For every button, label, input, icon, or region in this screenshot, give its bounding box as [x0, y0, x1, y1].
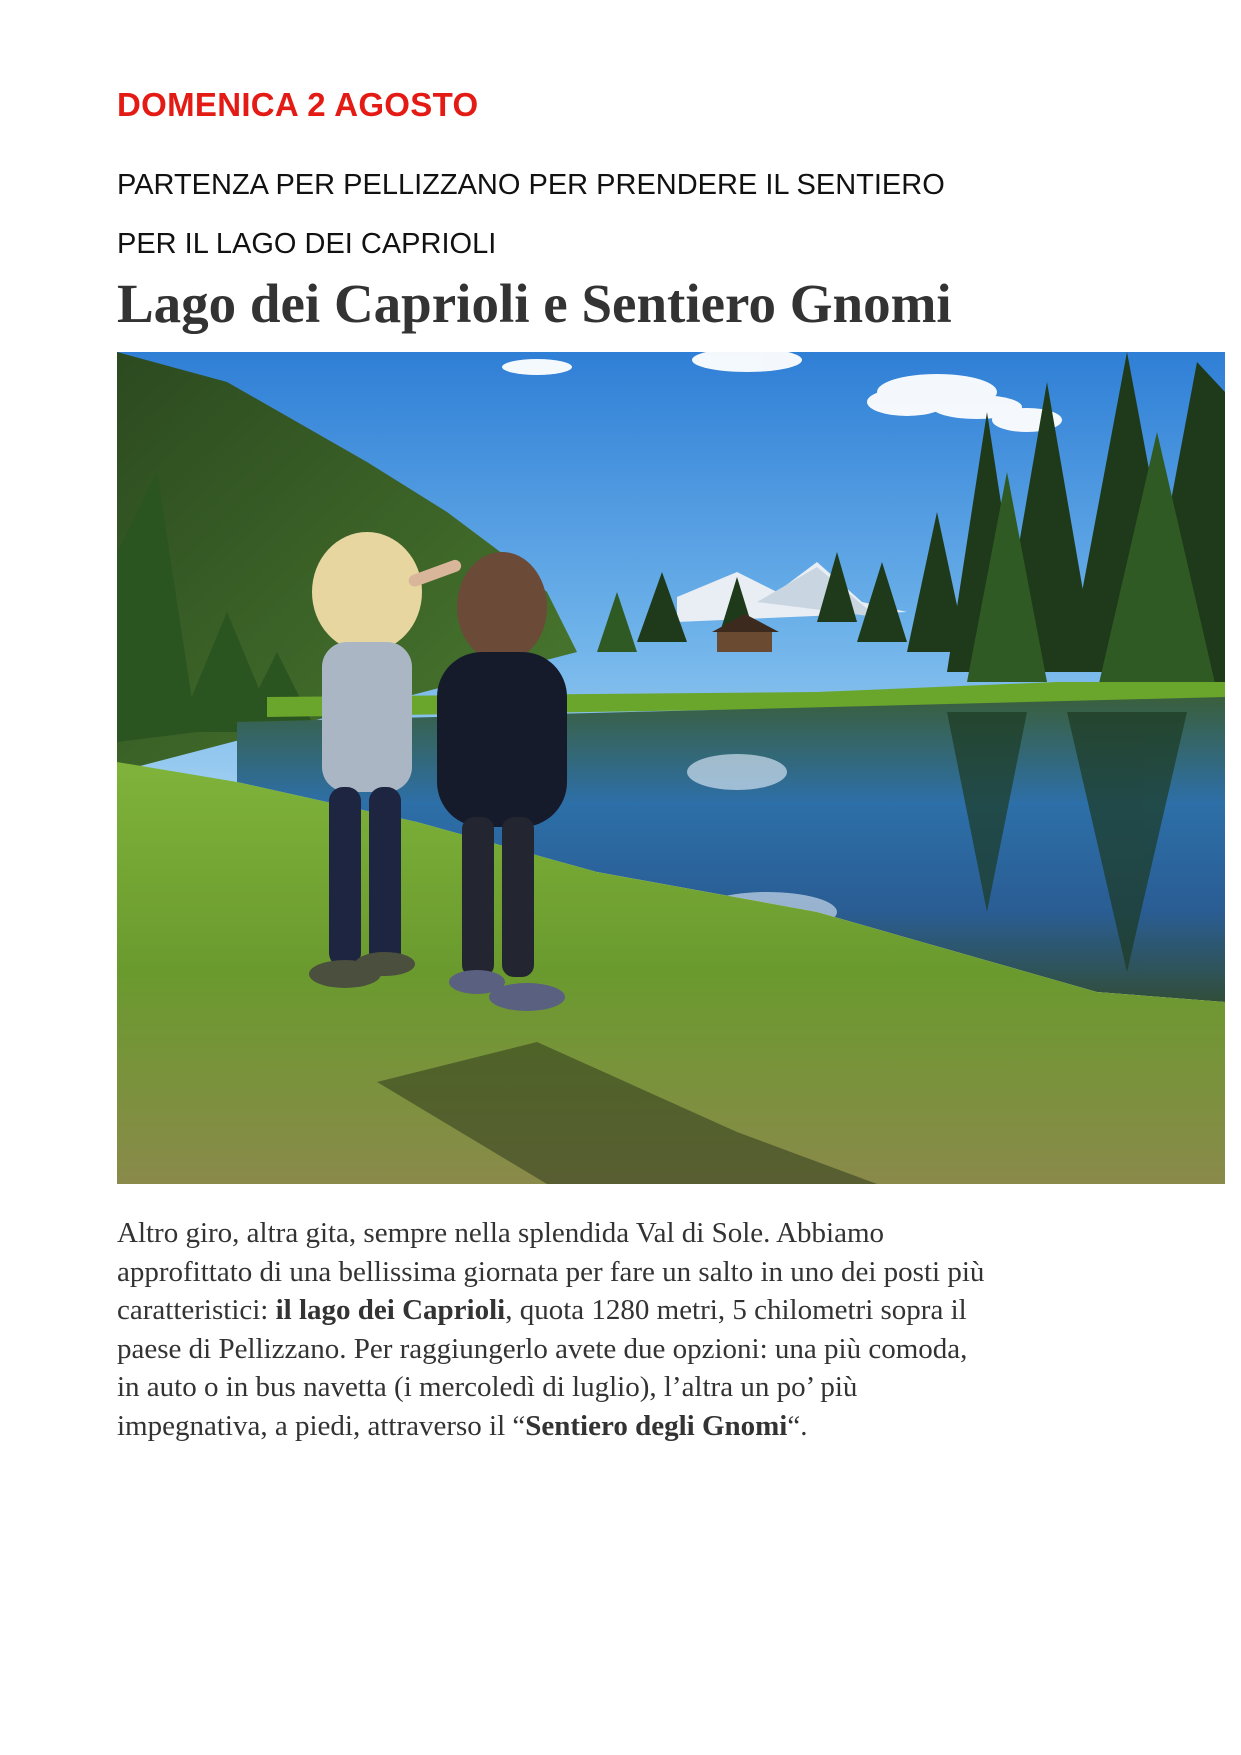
paragraph-line-5: in auto o in bus navetta (i mercoledì di luglio), l’altra un po’ più — [117, 1371, 858, 1403]
article-paragraph — [117, 1214, 1127, 1445]
date-heading: DOMENICA 2 AGOSTO — [117, 86, 479, 123]
lake-name-bold: il lago dei Caprioli — [275, 1294, 506, 1326]
subtitle — [117, 156, 1127, 274]
paragraph-line-3 — [117, 1291, 1127, 1330]
paragraph-line-1: Altro giro, altra gita, sempre nella splendida Val di Sole. Abbiamo — [117, 1217, 884, 1249]
article-title: Lago dei Caprioli e Sentiero Gnomi — [117, 273, 952, 334]
paragraph-line-4: paese di Pellizzano. Per raggiungerlo avete due opzioni: una più comoda, — [117, 1332, 968, 1365]
paragraph-line-3-prefix: caratteristici: — [117, 1294, 276, 1326]
paragraph-line-6 — [117, 1407, 1127, 1446]
subtitle-line-2: PER IL LAGO DEI CAPRIOLI — [117, 228, 497, 260]
trail-name-bold: Sentiero degli Gnomi — [525, 1409, 788, 1442]
lake-photo — [117, 352, 1225, 1184]
paragraph-line-3-suffix: , quota 1280 metri, 5 chilometri sopra il — [505, 1294, 967, 1326]
subtitle-line-1: PARTENZA PER PELLIZZANO PER PRENDERE IL SENTIERO — [117, 169, 945, 201]
paragraph-line-6-suffix: “. — [787, 1409, 808, 1442]
paragraph-line-6-prefix: impegnativa, a piedi, attraverso il “ — [117, 1409, 526, 1442]
paragraph-line-2: approfittato di una bellissima giornata per fare un salto in uno dei posti più — [117, 1255, 985, 1288]
